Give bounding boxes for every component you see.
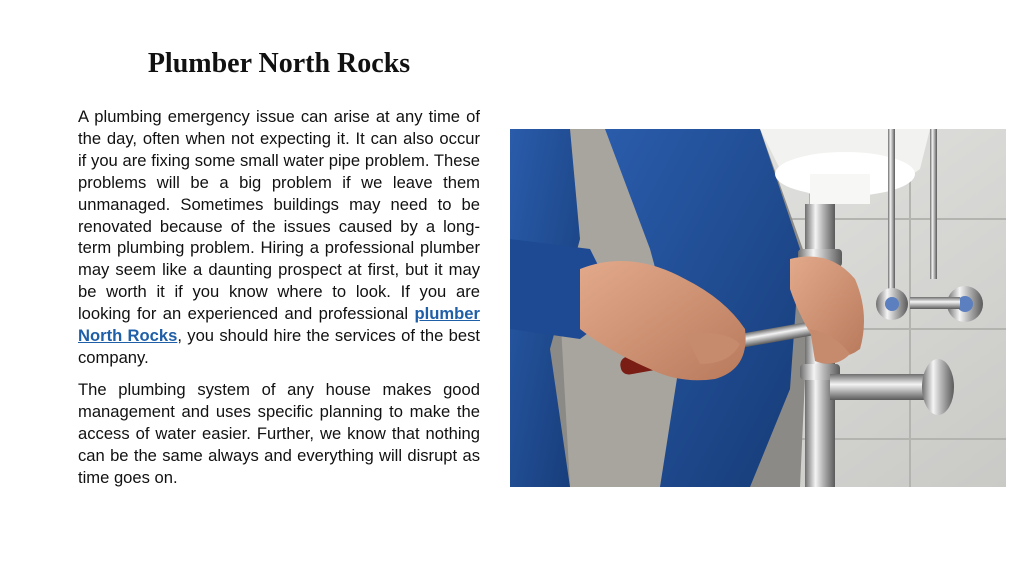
plumber-photo: [510, 129, 1006, 487]
plumber-north-rocks-link[interactable]: plumber North Rocks: [78, 304, 480, 346]
paragraph-2: The plumbing system of any house makes good management and uses specific planning to make the access of water easier. Further, we know that nothing can be the same always and everything will disrupt as time goes on.: [78, 379, 480, 487]
paragraph-1-text-end: , you should hire the services of the best company.: [78, 326, 480, 367]
page-title: Plumber North Rocks: [147, 48, 411, 79]
body-text: [78, 106, 480, 498]
paragraph-1-text: A plumbing emergency issue can arise at any time of the day, often when not expecting it. It can also occur if you are fixing some small water pipe problem. These problems will be a big problem if we leave them unmanaged. Sometimes buildings may need to be renovated because of the issues caused by a long-term plumbing problem. Hiring a professional plumber may seem like a daunting prospect at first, but it may be worth it if you know where to look. If you are looking for an experienced and professional: [78, 107, 480, 324]
paragraph-1: [78, 106, 480, 369]
plumber-photo-illustration: [510, 129, 1006, 487]
